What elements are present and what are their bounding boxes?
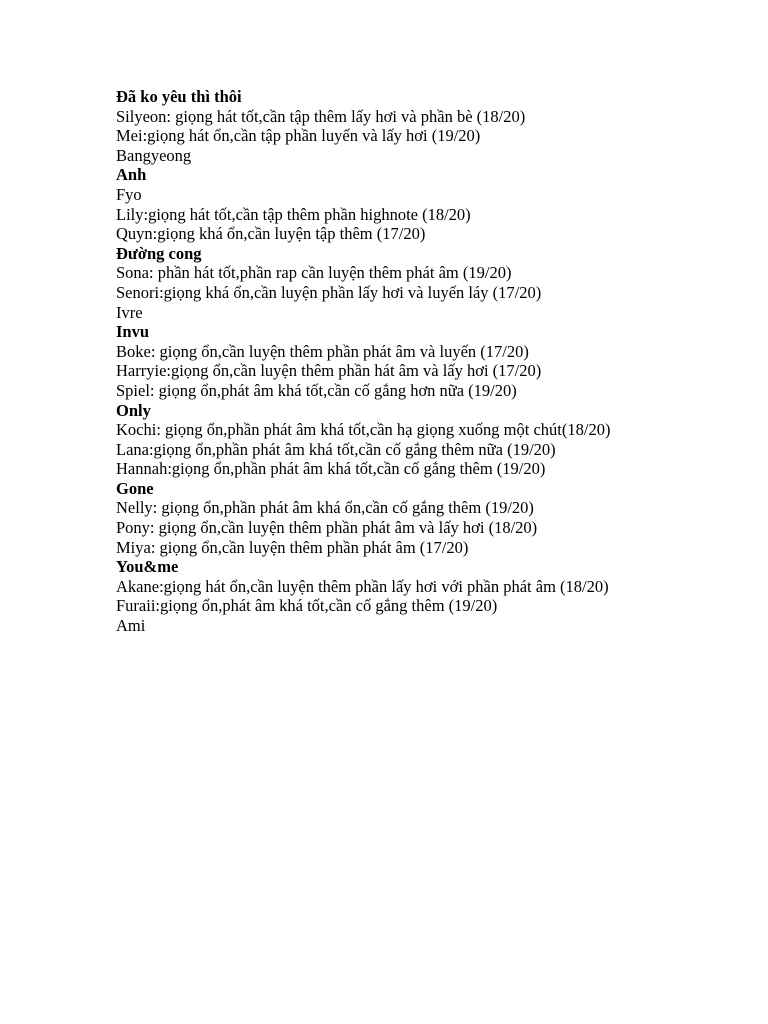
text-line: Akane:giọng hát ổn,cần luyện thêm phần lấy hơi với phần phát âm (18/20) (116, 576, 609, 596)
text-line: Ivre (116, 302, 143, 322)
text-line: Boke: giọng ổn,cần luyện thêm phần phát âm và luyến (17/20) (116, 341, 529, 361)
text-line: Miya: giọng ổn,cần luyện thêm phần phát âm (17/20) (116, 537, 469, 557)
text-line: Furaii:giọng ổn,phát âm khá tốt,cần cố gắng thêm (19/20) (116, 596, 498, 616)
text-line: Hannah:giọng ổn,phần phát âm khá tốt,cần cố gắng thêm (19/20) (116, 459, 546, 479)
text-line: Lana:giọng ổn,phần phát âm khá tốt,cần cố gắng thêm nữa (19/20) (116, 439, 556, 459)
text-line: Senori:giọng khá ổn,cần luyện phần lấy hơi và luyến láy (17/20) (116, 282, 542, 302)
section-heading: Invu (116, 322, 150, 342)
section-heading: You&me (116, 557, 179, 577)
section-heading: Gone (116, 478, 154, 498)
section-heading: Đã ko yêu thì thôi (116, 87, 242, 106)
text-line: Lily:giọng hát tốt,cần tập thêm phần highnote (18/20) (116, 204, 471, 224)
text-line: Fyo (116, 184, 142, 204)
text-line: Harryie:giọng ổn,cần luyện thêm phần hát âm và lấy hơi (17/20) (116, 361, 542, 381)
section-heading: Đường cong (116, 243, 202, 263)
text-line: Silyeon: giọng hát tốt,cần tập thêm lấy hơi và phần bè (18/20) (116, 106, 526, 126)
text-line: Spiel: giọng ổn,phát âm khá tốt,cần cố gắng hơn nữa (19/20) (116, 380, 517, 400)
text-line: Mei:giọng hát ổn,cần tập phần luyến và lấy hơi (19/20) (116, 126, 481, 146)
text-line: Bangyeong (116, 145, 192, 165)
document-page (116, 87, 616, 636)
section-heading: Anh (116, 165, 147, 185)
text-line: Kochi: giọng ổn,phần phát âm khá tốt,cần hạ giọng xuống một chút(18/20) (116, 420, 611, 440)
text-line: Sona: phần hát tốt,phần rap cần luyện thêm phát âm (19/20) (116, 263, 512, 283)
text-line: Ami (116, 616, 146, 636)
section-heading: Only (116, 400, 151, 420)
text-line: Quyn:giọng khá ổn,cần luyện tập thêm (17/20) (116, 224, 426, 244)
text-line: Nelly: giọng ổn,phần phát âm khá ổn,cần cố gắng thêm (19/20) (116, 498, 534, 518)
text-line: Pony: giọng ổn,cần luyện thêm phần phát âm và lấy hơi (18/20) (116, 518, 538, 538)
